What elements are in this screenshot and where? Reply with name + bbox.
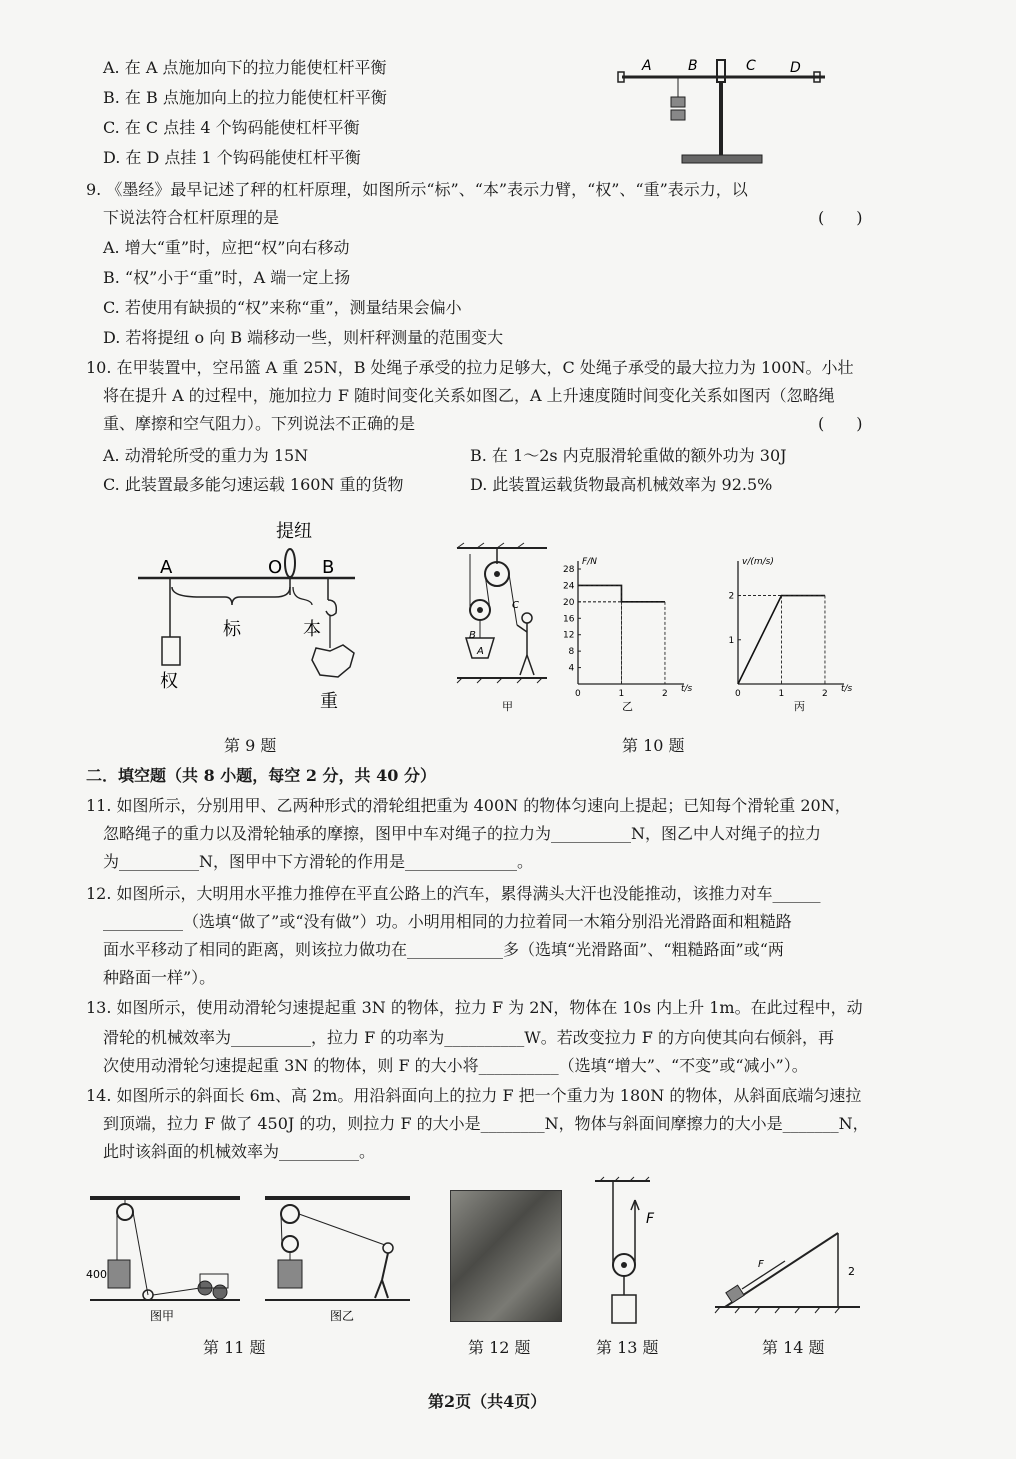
q9-option-b: B. “权”小于“重”时，A 端一定上扬 <box>103 268 351 287</box>
figure-13-movable-pulley <box>590 1175 670 1330</box>
chart-yi-y-tick: 4 <box>568 663 575 674</box>
fig9-label-a: A <box>160 557 173 578</box>
fig14-label-f: F <box>758 1259 764 1270</box>
fig10-label-bing: 丙 <box>794 700 805 713</box>
chart-yi-x-tick: 0 <box>575 689 581 699</box>
section-title-fill-in: 二．填空题（共 8 小题，每空 2 分，共 40 分） <box>86 766 436 785</box>
q10-option-a: A. 动滑轮所受的重力为 15N <box>103 446 309 465</box>
lever-label-d: D <box>790 60 801 76</box>
q13-line1: 13. 如图所示，使用动滑轮匀速提起重 3N 的物体，拉力 F 为 2N，物体在 10s 内上升 1m。在此过程中，动 <box>86 998 863 1017</box>
chart-yi-x-tick: 2 <box>661 689 668 699</box>
fig11-label-yi: 图乙 <box>330 1309 355 1323</box>
chart-yi-xlabel: t/s <box>681 684 693 694</box>
fig10-label-b: B <box>469 630 476 641</box>
fig12-caption: 第 12 题 <box>468 1338 531 1357</box>
q9-option-d: D. 若将提纽 o 向 B 端移动一些，则杆秤测量的范围变大 <box>103 328 504 347</box>
chart-yi-y-tick: 24 <box>563 581 575 592</box>
q13-line2: 滑轮的机械效率为__________，拉力 F 的功率为__________W。若改变拉力 F 的方向使其向右倾斜，再 <box>103 1028 834 1047</box>
q14-line2: 到顶端，拉力 F 做了 450J 的功，则拉力 F 的大小是________N，物体与斜面间摩擦力的大小是_______N， <box>103 1114 869 1133</box>
fig11-weight-400: 400 <box>86 1268 107 1281</box>
chart-force-time <box>560 548 700 718</box>
q10-option-d: D. 此装置运载货物最高机械效率为 92.5% <box>470 475 773 494</box>
chart-yi-y-tick: 12 <box>563 630 575 641</box>
page-footer: 第2页（共4页） <box>428 1392 547 1411</box>
q10-option-b: B. 在 1～2s 内克服滑轮重做的额外功为 30J <box>470 446 787 465</box>
chart-bing-xlabel: t/s <box>841 684 853 694</box>
figure-11-jia <box>80 1190 245 1330</box>
fig10-label-a: A <box>477 646 484 657</box>
chart-bing-x-tick: 0 <box>735 689 741 699</box>
q8-option-b: B. 在 B 点施加向上的拉力能使杠杆平衡 <box>103 88 387 107</box>
fig9-label-tiniu: 提纽 <box>276 521 312 542</box>
fig9-label-b: B <box>322 557 335 578</box>
q11-line2: 忽略绳子的重力以及滑轮轴承的摩擦，图甲中车对绳子的拉力为__________N，图乙中人对绳子的拉力 <box>103 824 822 843</box>
fig9-label-quan: 权 <box>160 671 178 692</box>
chart-bing-ylabel: v/(m/s) <box>742 557 774 567</box>
fig14-caption: 第 14 题 <box>762 1338 825 1357</box>
fig9-label-ben: 本 <box>303 619 321 640</box>
q14-line1: 14. 如图所示的斜面长 6m、高 2m。用沿斜面向上的拉力 F 把一个重力为 180N 的物体，从斜面底端匀速拉 <box>86 1086 862 1105</box>
fig10-label-jia: 甲 <box>502 700 513 713</box>
q8-option-a: A. 在 A 点施加向下的拉力能使杠杆平衡 <box>103 58 387 77</box>
chart-bing-x-tick: 1 <box>778 689 785 699</box>
figure-10-jia-pulley <box>452 540 562 720</box>
q10-stem-line2: 将在提升 A 的过程中，施加拉力 F 随时间变化关系如图乙，A 上升速度随时间变化关系如图丙（忽略绳 <box>103 386 835 405</box>
fig9-label-biao: 标 <box>223 619 241 640</box>
q10-answer-bracket: ( ) <box>818 414 863 433</box>
fig11-caption: 第 11 题 <box>203 1338 266 1357</box>
q12-line2: __________（选填“做了”或“没有做”）功。小明用相同的力拉着同一木箱分别沿光滑路面和粗糙路 <box>103 912 792 931</box>
q10-stem-line1: 10. 在甲装置中，空吊篮 A 重 25N，B 处绳子承受的拉力足够大，C 处绳子承受的最大拉力为 100N。小壮 <box>86 358 854 377</box>
figure-9-steelyard <box>130 515 370 720</box>
fig14-label-height: 2 <box>848 1265 855 1278</box>
q9-option-c: C. 若使用有缺损的“权”来称“重”，测量结果会偏小 <box>103 298 462 317</box>
q12-line4: 种路面一样”）。 <box>103 968 216 987</box>
chart-yi-y-tick: 16 <box>563 614 575 625</box>
q12-line1: 12. 如图所示，大明用水平推力推停在平直公路上的汽车，累得满头大汗也没能推动，该推力对车______ <box>86 884 821 903</box>
q9-stem-line1: 9. 《墨经》最早记述了秤的杠杆原理，如图所示“标”、“本”表示力臂，“权”、“重”表示力，以 <box>86 180 748 199</box>
chart-yi-y-tick: 28 <box>563 565 575 575</box>
figure-11-yi <box>260 1190 415 1330</box>
fig13-label-f: F <box>646 1211 655 1227</box>
figure-14-incline <box>710 1215 865 1325</box>
chart-yi-y-tick: 8 <box>568 647 575 658</box>
fig10-caption: 第 10 题 <box>622 736 685 755</box>
q11-line1: 11. 如图所示，分别用甲、乙两种形式的滑轮组把重为 400N 的物体匀速向上提起；已知每个滑轮重 20N， <box>86 796 851 815</box>
chart-bing-x-tick: 2 <box>821 689 828 699</box>
fig10-label-yi: 乙 <box>622 700 633 713</box>
fig9-label-o: O <box>268 557 283 578</box>
chart-bing-y-tick: 2 <box>728 591 735 602</box>
chart-yi-ylabel: F/N <box>582 557 597 567</box>
lever-figure <box>610 52 840 172</box>
q14-line3: 此时该斜面的机械效率为__________。 <box>103 1142 376 1161</box>
q13-line3: 次使用动滑轮匀速提起重 3N 的物体，则 F 的大小将__________（选填“增大”、“不变”或“减小”）。 <box>103 1056 808 1075</box>
q8-option-c: C. 在 C 点挂 4 个钩码能使杠杆平衡 <box>103 118 360 137</box>
fig11-label-jia: 图甲 <box>150 1309 175 1323</box>
chart-bing-y-tick: 1 <box>728 635 735 646</box>
fig9-label-zhong: 重 <box>320 691 338 712</box>
q12-line3: 面水平移动了相同的距离，则该拉力做功在____________多（选填“光滑路面”、“粗糙路面”或“两 <box>103 940 784 959</box>
q11-line3: 为__________N，图甲中下方滑轮的作用是______________。 <box>103 852 534 871</box>
lever-label-a: A <box>642 58 652 74</box>
chart-yi-x-tick: 1 <box>618 689 625 699</box>
chart-yi-y-tick: 20 <box>563 597 575 608</box>
fig12-photo-pushing-car <box>450 1190 562 1322</box>
fig10-label-c: C <box>512 600 519 611</box>
fig13-caption: 第 13 题 <box>596 1338 659 1357</box>
q10-stem-line3: 重、摩擦和空气阻力）。下列说法不正确的是 <box>103 414 416 433</box>
q9-answer-bracket: ( ) <box>818 208 863 227</box>
chart-velocity-time <box>720 548 860 718</box>
q8-option-d: D. 在 D 点挂 1 个钩码能使杠杆平衡 <box>103 148 361 167</box>
fig9-caption: 第 9 题 <box>224 736 277 755</box>
q9-stem-line2: 下说法符合杠杆原理的是 <box>103 208 280 227</box>
lever-label-c: C <box>746 58 756 74</box>
q9-option-a: A. 增大“重”时，应把“权”向右移动 <box>103 238 350 257</box>
lever-label-b: B <box>688 58 698 74</box>
q10-option-c: C. 此装置最多能匀速运载 160N 重的货物 <box>103 475 404 494</box>
